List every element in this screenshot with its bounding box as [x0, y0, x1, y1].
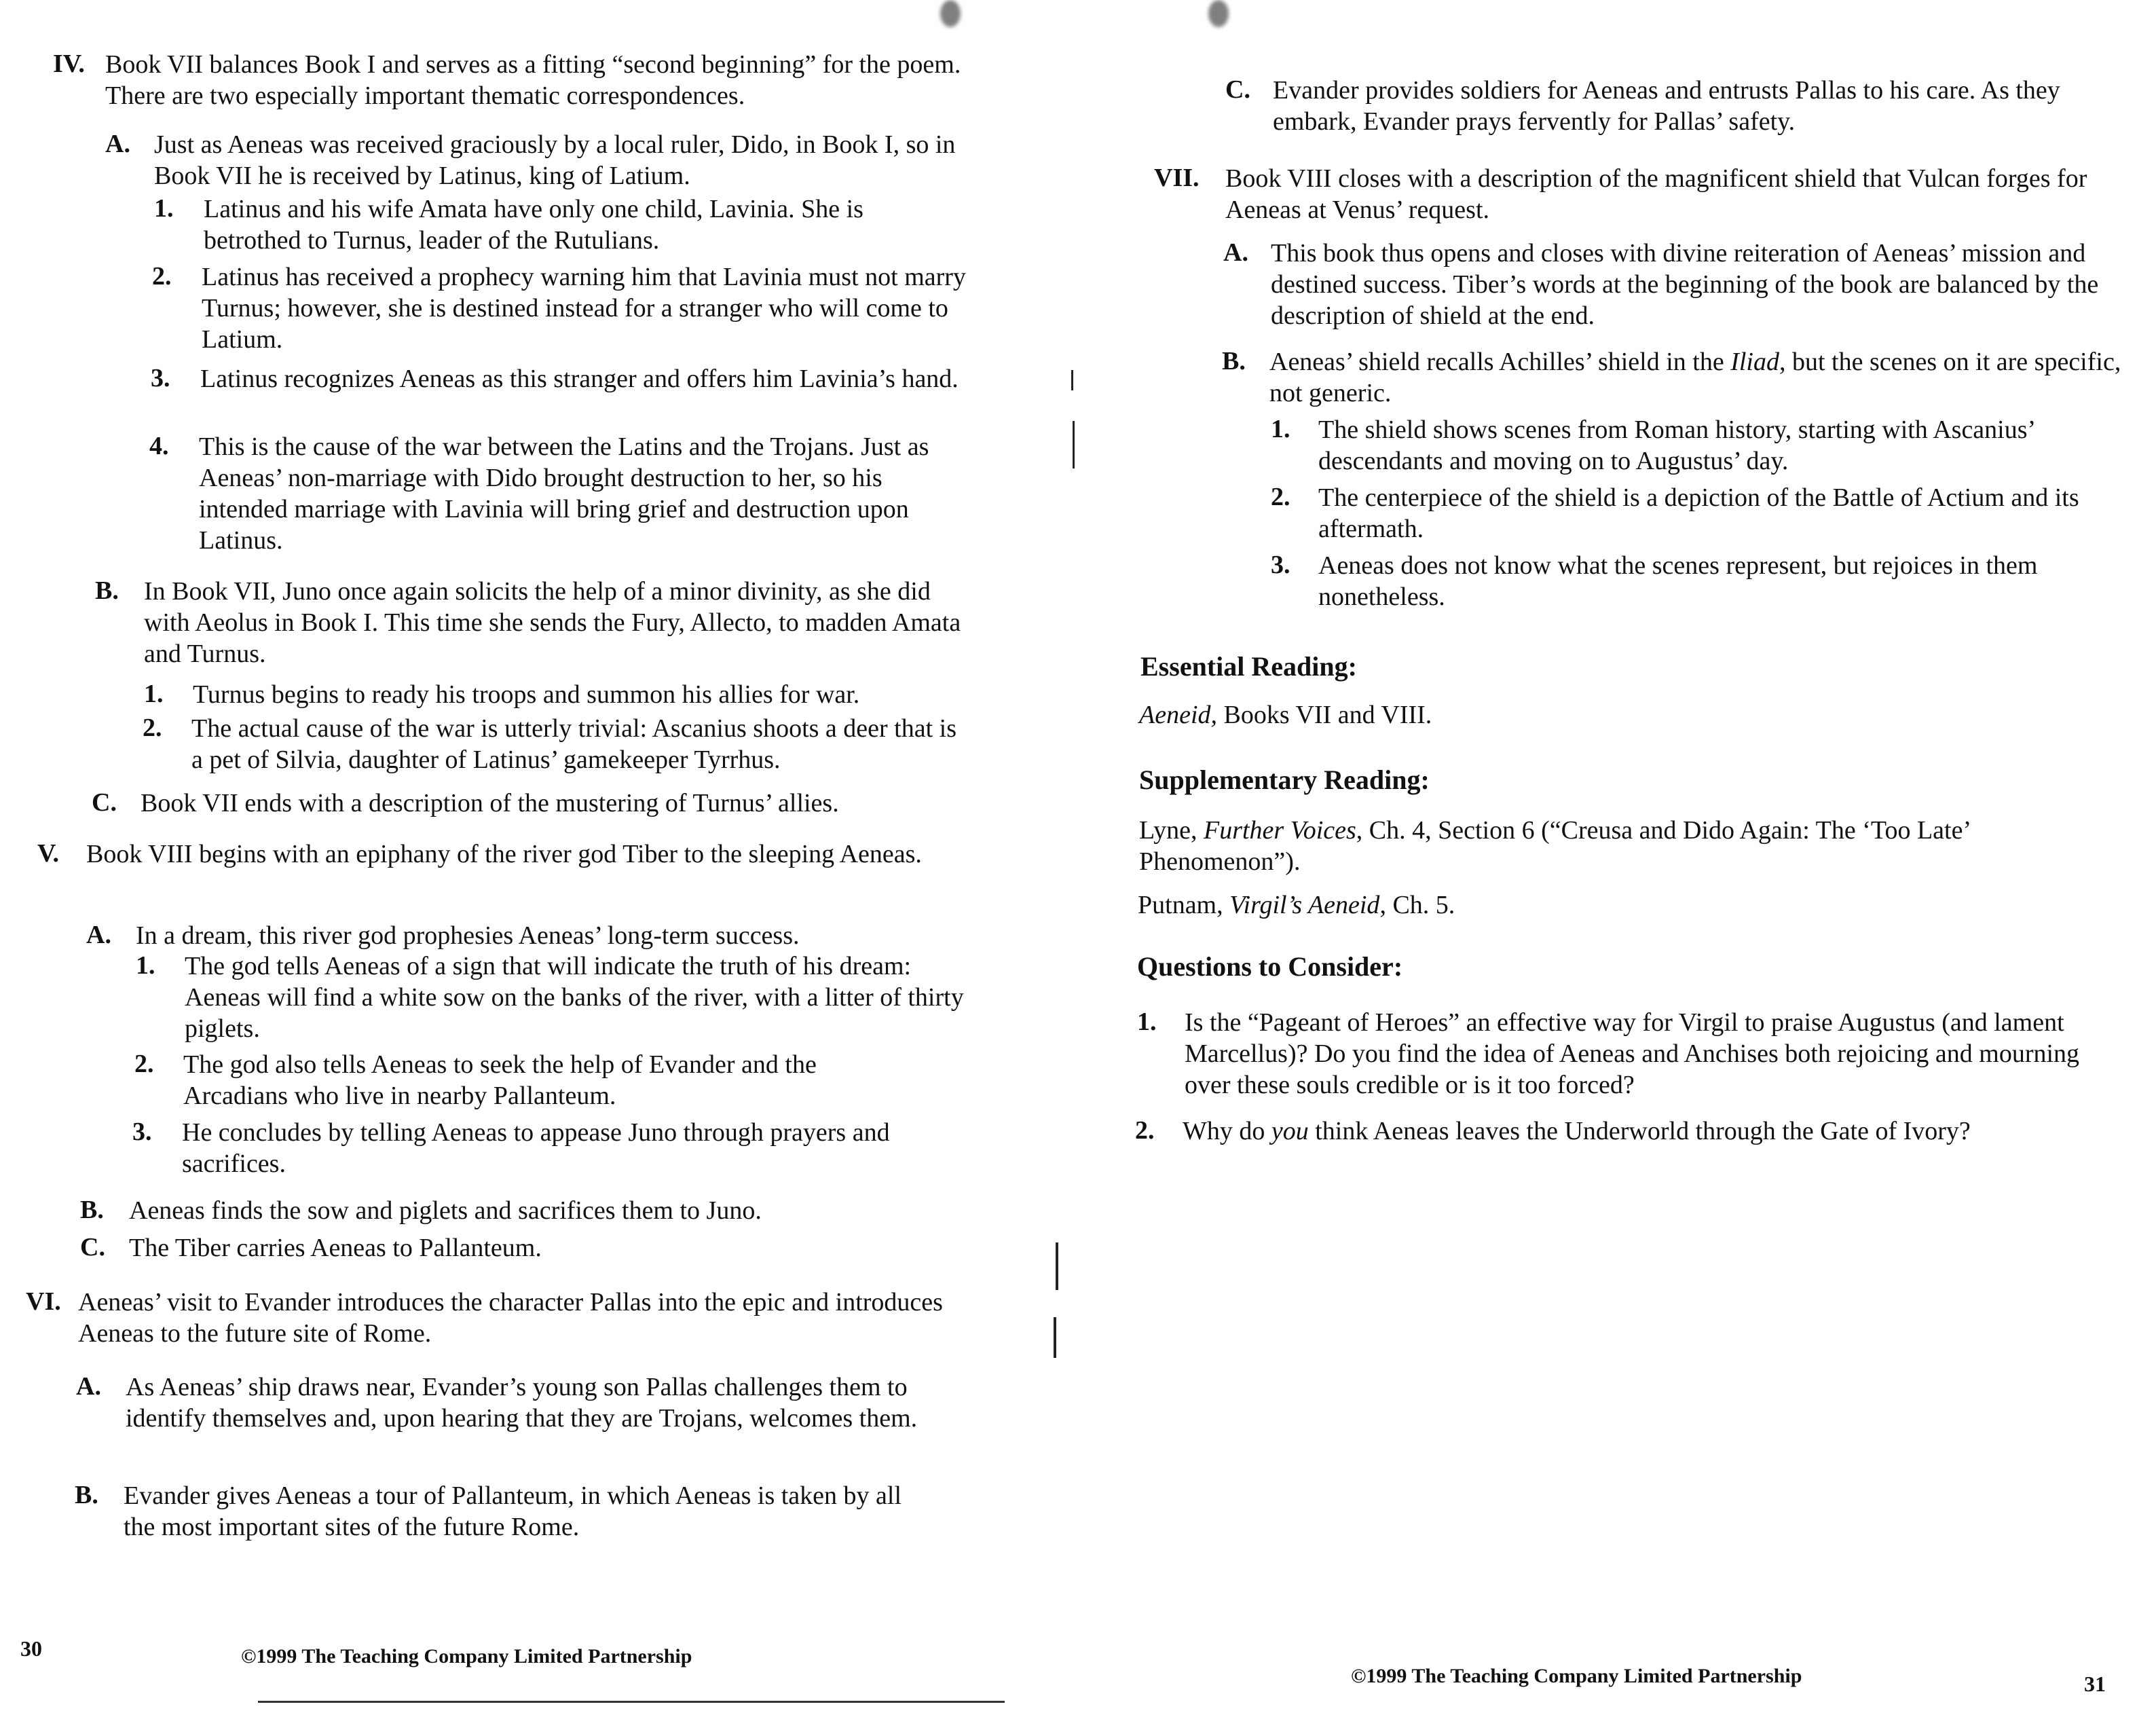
outline-text: Aeneas does not know what the scenes represent, but rejoices in them nonetheless.	[1318, 551, 2038, 611]
outline-letter: A.	[76, 1372, 101, 1401]
outline-text: This book thus opens and closes with divine reiteration of Aeneas’ mission and destined success. Tiber’s words at the beginning of the book are balanced by the description of shield at the end.	[1271, 239, 2099, 330]
outline-text: The shield shows scenes from Roman history, starting with Ascanius’ descendants and moving on to Augustus’ day.	[1318, 416, 2034, 475]
outline-text: Aeneas’ visit to Evander introduces the character Pallas into the epic and introduces Aeneas to the future site of Rome.	[78, 1288, 943, 1348]
outline-text: Book VIII closes with a description of the magnificent shield that Vulcan forges for Aeneas at Venus’ request.	[1225, 164, 2087, 224]
question-number: 2.	[1135, 1116, 1155, 1145]
supplementary-reading-entry: Lyne, Further Voices, Ch. 4, Section 6 (“Creusa and Dido Again: The ‘Too Late’ Phenomenon”).	[1139, 816, 1970, 876]
outline-letter: B.	[80, 1196, 104, 1224]
outline-letter: A.	[86, 921, 111, 949]
essential-reading-heading: Essential Reading:	[1140, 651, 1357, 682]
outline-number: 1.	[136, 951, 155, 980]
outline-text: The actual cause of the war is utterly trivial: Ascanius shoots a deer that is a pet of Silvia, daughter of Latinus’ gamekeeper Tyrrhus.	[191, 714, 956, 774]
outline-number: 2.	[1271, 483, 1290, 511]
outline-text: Book VIII begins with an epiphany of the river god Tiber to the sleeping Aeneas.	[86, 840, 922, 868]
outline-number: 1.	[1271, 415, 1290, 443]
outline-text: Aeneas finds the sow and piglets and sacrifices them to Juno.	[129, 1196, 762, 1225]
outline-number: 2.	[134, 1050, 154, 1078]
outline-text: The god tells Aeneas of a sign that will indicate the truth of his dream: Aeneas will find a white sow on the banks of the river, with a litter of thirty piglets.	[185, 952, 964, 1043]
outline-text: In a dream, this river god prophesies Aeneas’ long-term success.	[136, 921, 800, 950]
outline-letter: B.	[95, 576, 119, 605]
scan-smudge	[1208, 0, 1229, 27]
supplementary-reading-entry: Putnam, Virgil’s Aeneid, Ch. 5.	[1138, 891, 1455, 919]
outline-text: Latinus has received a prophecy warning him that Lavinia must not marry Turnus; however, she is destined instead for a stranger who will come to Latium.	[202, 263, 966, 354]
gutter-mark	[1054, 1317, 1056, 1358]
outline-number: 2.	[143, 714, 162, 742]
outline-letter: B.	[75, 1481, 98, 1509]
outline-text: The centerpiece of the shield is a depiction of the Battle of Actium and its aftermath.	[1318, 483, 2079, 543]
outline-text: Aeneas’ shield recalls Achilles’ shield in the Iliad, but the scenes on it are specific, not generic.	[1269, 348, 2121, 407]
outline-number: 3.	[151, 364, 170, 392]
outline-number: 1.	[144, 680, 164, 708]
copyright-footer: ©1999 The Teaching Company Limited Partnership	[241, 1645, 692, 1668]
outline-text: In Book VII, Juno once again solicits the help of a minor divinity, as she did with Aeolus in Book I. This time she sends the Fury, Allecto, to madden Amata and Turnus.	[144, 577, 961, 668]
essential-reading-entry: Aeneid, Books VII and VIII.	[1139, 701, 1432, 729]
outline-letter: A.	[1223, 238, 1248, 267]
question-text: Is the “Pageant of Heroes” an effective way for Virgil to praise Augustus (and lament Marcellus)? Do you find the idea of Aeneas and Anchises both rejoicing and mourning over these souls credible or is it too forced?	[1185, 1008, 2080, 1099]
copyright-footer: ©1999 The Teaching Company Limited Partnership	[1351, 1665, 1802, 1687]
outline-numeral: VII.	[1154, 164, 1200, 192]
left-page	[0, 0, 1059, 1713]
outline-text: Just as Aeneas was received graciously by a local ruler, Dido, in Book I, so in Book VII he is received by Latinus, king of Latium.	[154, 130, 956, 190]
outline-text: Latinus recognizes Aeneas as this stranger and offers him Lavinia’s hand.	[200, 365, 959, 393]
outline-letter: B.	[1222, 347, 1246, 375]
outline-numeral: V.	[37, 839, 60, 868]
outline-number: 1.	[154, 194, 174, 223]
outline-number: 2.	[152, 262, 172, 291]
outline-number: 3.	[1271, 551, 1290, 579]
gutter-mark	[1073, 421, 1075, 468]
gutter-mark	[1071, 370, 1073, 390]
page-number: 31	[2084, 1672, 2106, 1696]
gutter-mark	[1056, 1242, 1058, 1290]
outline-text: The Tiber carries Aeneas to Pallanteum.	[129, 1234, 542, 1262]
outline-letter: C.	[92, 788, 117, 817]
question-number: 1.	[1137, 1008, 1157, 1036]
outline-text: This is the cause of the war between the Latins and the Trojans. Just as Aeneas’ non-marriage with Dido brought destruction to her, so his intended marriage with Lavinia will bring grief and destruction upon Latinus.	[199, 432, 929, 555]
outline-text: The god also tells Aeneas to seek the help of Evander and the Arcadians who live in nearby Pallanteum.	[183, 1050, 817, 1110]
outline-numeral: VI.	[26, 1287, 61, 1316]
outline-letter: C.	[80, 1233, 105, 1261]
outline-text: As Aeneas’ ship draws near, Evander’s young son Pallas challenges them to identify themselves and, upon hearing that they are Trojans, welcomes them.	[126, 1373, 918, 1433]
outline-text: Turnus begins to ready his troops and summon his allies for war.	[193, 680, 860, 709]
page-edge-line	[258, 1701, 1005, 1703]
questions-heading: Questions to Consider:	[1137, 951, 1403, 982]
scan-smudge	[940, 0, 961, 27]
outline-number: 3.	[132, 1118, 152, 1146]
outline-text: He concludes by telling Aeneas to appease Juno through prayers and sacrifices.	[182, 1118, 890, 1178]
outline-letter: A.	[105, 130, 130, 158]
right-page	[1113, 0, 2156, 1713]
outline-number: 4.	[149, 432, 169, 460]
page-number: 30	[20, 1636, 42, 1661]
outline-text: Book VII ends with a description of the mustering of Turnus’ allies.	[141, 789, 839, 817]
outline-letter: C.	[1225, 75, 1250, 104]
supplementary-reading-heading: Supplementary Reading:	[1139, 765, 1430, 795]
outline-numeral: IV.	[53, 50, 85, 78]
outline-text: Evander gives Aeneas a tour of Pallanteum, in which Aeneas is taken by all the most important sites of the future Rome.	[124, 1481, 902, 1541]
outline-text: Latinus and his wife Amata have only one child, Lavinia. She is betrothed to Turnus, leader of the Rutulians.	[204, 195, 863, 255]
outline-text: Evander provides soldiers for Aeneas and entrusts Pallas to his care. As they embark, Evander prays fervently for Pallas’ safety.	[1273, 76, 2060, 136]
question-text: Why do you think Aeneas leaves the Underworld through the Gate of Ivory?	[1183, 1117, 1971, 1145]
outline-text: Book VII balances Book I and serves as a fitting “second beginning” for the poem. There are two especially important thematic correspondences.	[105, 50, 961, 110]
